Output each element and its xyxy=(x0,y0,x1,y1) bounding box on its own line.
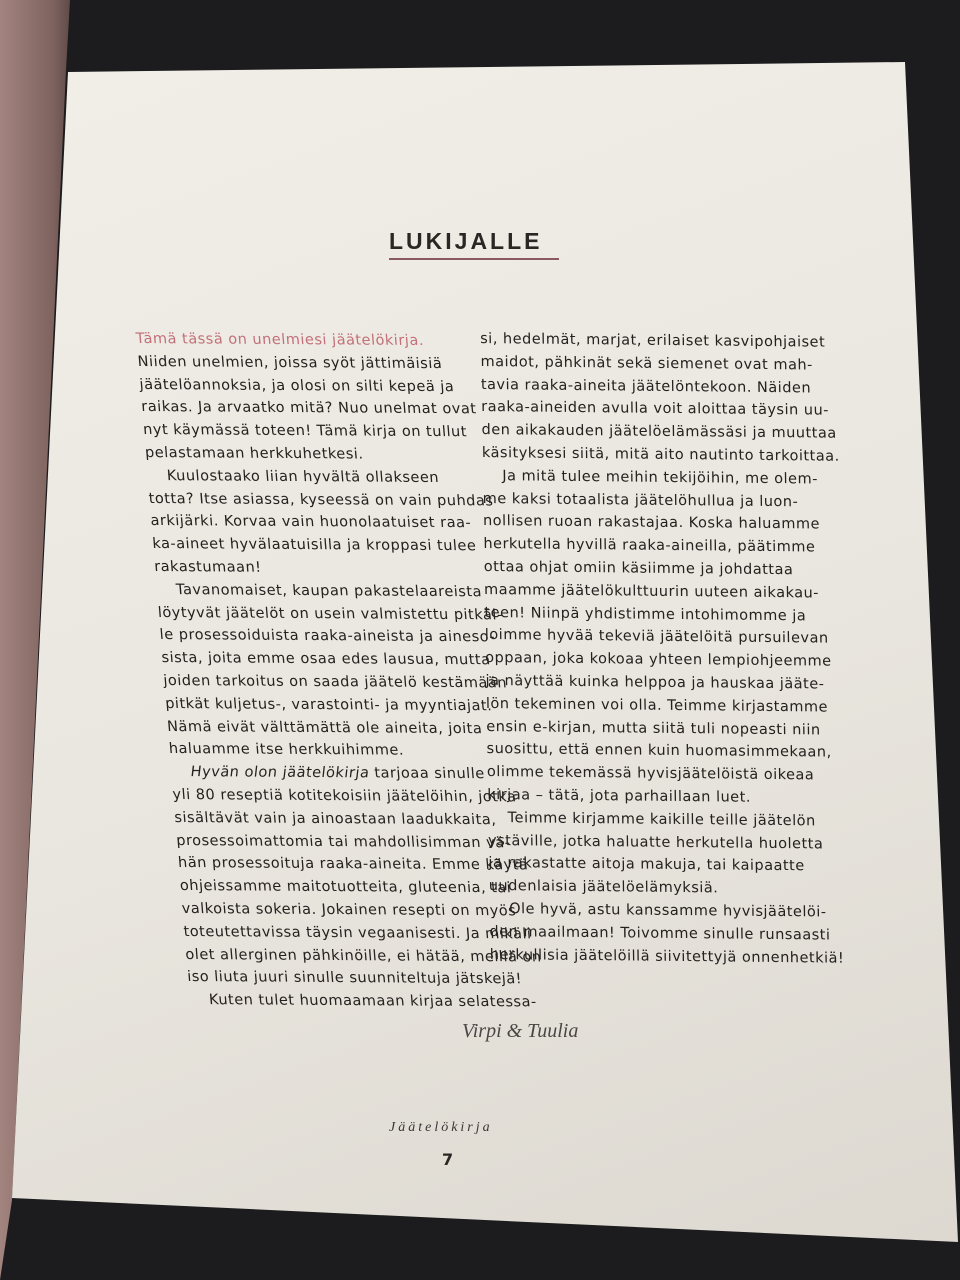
line-text: olimme tekemässä hyvisjäätelöistä oikeaa xyxy=(486,764,815,784)
line-text: Kuulostaako liian hyvältä ollakseen xyxy=(166,467,440,486)
text-line xyxy=(484,556,842,583)
line-text: valkoista sokeria. Jokainen resepti on myös xyxy=(181,900,517,920)
line-text: Kuten tulet huomaamaan kirjaa selatessa- xyxy=(208,992,538,1011)
text-line xyxy=(152,533,510,558)
line-text: herkutella hyvillä raaka-aineilla, päätimme xyxy=(483,536,816,556)
line-text: hän prosessoituja raaka-aineita. Emme käytä xyxy=(177,855,529,874)
line-text: iso liuta juuri sinulle suunniteltuja jätskejä! xyxy=(186,969,523,988)
line-text: ensin e-kirjan, mutta siitä tuli nopeasti niin xyxy=(486,718,821,739)
line-text: ja näyttää kuinka helppoa ja hauskaa jääte- xyxy=(485,672,825,693)
line-text: raaka-aineiden avulla voit aloittaa täysin uu- xyxy=(481,399,830,420)
text-line xyxy=(489,898,847,925)
line-text: si, hedelmät, marjat, erilaiset kasvipohjaiset xyxy=(480,330,826,351)
text-line xyxy=(177,852,535,877)
text-line xyxy=(490,943,848,970)
line-text: prosessoimattomia tai mahdollisimman vä- xyxy=(175,832,511,851)
right-text-column xyxy=(480,328,848,970)
line-text: arkijärki. Korvaa vain huonolaatuiset raa- xyxy=(149,513,472,532)
text-line xyxy=(153,556,511,581)
line-text: toteutettavissa täysin vegaanisesti. Ja mikäli xyxy=(182,923,533,943)
text-line xyxy=(482,442,840,469)
line-text: pelastamaan herkkuhetkesi. xyxy=(144,444,365,463)
text-line xyxy=(144,442,502,467)
line-text: tarjoaa sinulle xyxy=(368,765,486,783)
line-text: ja rakastatte aitoja makuja, tai kaipaatte xyxy=(488,855,805,875)
text-line xyxy=(480,351,838,378)
text-line xyxy=(168,738,526,763)
text-line xyxy=(170,761,528,786)
line-text: raikas. Ja arvaatko mitä? Nuo unelmat ovat xyxy=(140,399,478,418)
italic-book-title: Hyvän olon jäätelökirja xyxy=(190,764,370,782)
text-line xyxy=(181,898,539,923)
line-text: nyt käymässä toteen! Tämä kirja on tullut xyxy=(142,422,468,441)
text-line xyxy=(188,989,546,1014)
text-line xyxy=(179,875,537,900)
line-text: Ja mitä tulee meihin tekijöihin, me olem- xyxy=(502,467,819,488)
text-line xyxy=(172,784,530,809)
line-text: jäätelöannoksia, ja olosi on silti kepeä ja xyxy=(138,376,455,395)
line-text: Tämä tässä on unelmiesi jäätelökirja. xyxy=(135,330,425,350)
line-text: sista, joita emme osaa edes lausua, mutta xyxy=(160,650,492,669)
text-line xyxy=(163,670,521,695)
line-text: olet allerginen pähkinöille, ei hätää, meillä on xyxy=(184,946,543,965)
line-text: den aikakauden jäätelöelämässäsi ja muuttaa xyxy=(481,422,837,442)
text-line xyxy=(488,807,846,834)
text-line xyxy=(482,465,840,492)
footer-book-title: Jäätelökirja xyxy=(389,1120,493,1135)
text-line xyxy=(137,351,495,376)
line-text: teen! Niinpä yhdistimme intohimomme ja xyxy=(484,604,807,624)
line-text: rakastumaan! xyxy=(153,558,263,576)
line-text: käsityksesi siitä, mitä aito nautinto tarkoittaa. xyxy=(481,444,840,465)
text-line xyxy=(139,374,497,399)
line-text: me kaksi totaalista jäätelöhullua ja luon- xyxy=(482,490,799,510)
line-text: den maailmaan! Toivomme sinulle runsaasti xyxy=(489,923,831,944)
line-text: oppaan, joka kokoaa yhteen lempiohjeemme xyxy=(485,650,832,670)
line-text: Ole hyvä, astu kanssamme hyvisjäätelöi- xyxy=(509,901,827,921)
line-text: ohjeissamme maitotuotteita, gluteenia, tai xyxy=(179,878,512,897)
line-text: loimme hyvää tekeviä jäätelöitä pursuilevan xyxy=(484,627,829,647)
page-number: 7 xyxy=(442,1150,454,1169)
text-line xyxy=(164,693,522,718)
line-text: maidot, pähkinät sekä siemenet ovat mah- xyxy=(480,353,813,374)
text-line xyxy=(484,579,842,606)
line-text: lön tekeminen voi olla. Teimme kirjastamme xyxy=(485,695,829,716)
line-text: nollisen ruoan rakastajaa. Koska haluamme xyxy=(482,513,821,533)
text-line xyxy=(142,419,500,444)
line-text: le prosessoiduista raaka-aineista ja aineso- xyxy=(159,627,496,646)
text-line xyxy=(487,784,845,811)
text-line xyxy=(175,830,533,855)
title-underline xyxy=(389,258,559,260)
line-text: Tavanomaiset, kaupan pakastelaareista xyxy=(175,581,483,601)
line-text: tavia raaka-aineita jäätelöntekoon. Näiden xyxy=(480,376,812,397)
text-line xyxy=(150,510,508,535)
line-text: löytyvät jäätelöt on usein valmistettu pitkäl- xyxy=(157,604,504,623)
text-line xyxy=(186,966,544,991)
text-line xyxy=(183,921,541,946)
text-line xyxy=(166,716,524,741)
line-text: Teimme kirjamme kaikille teille jäätelön xyxy=(507,809,816,830)
line-text: pitkät kuljetus-, varastointi- ja myyntiajat. xyxy=(164,695,493,715)
text-line xyxy=(157,602,515,627)
line-text: maamme jäätelökulttuurin uuteen aikakau- xyxy=(483,581,820,602)
line-text: Nämä eivät välttämättä ole aineita, joita xyxy=(166,718,483,737)
line-text: joiden tarkoitus on saada jäätelö kestämään xyxy=(162,672,508,692)
signature: Virpi & Tuulia xyxy=(462,1020,579,1042)
text-line xyxy=(485,670,843,697)
text-line xyxy=(148,488,506,513)
text-line xyxy=(161,647,519,672)
text-line xyxy=(146,465,504,490)
line-text: yli 80 reseptiä kotitekoisiin jäätelöihin, jotka xyxy=(171,786,518,806)
line-text: ka-aineet hyvälaatuisilla ja kroppasi tulee xyxy=(151,536,477,555)
line-text: Niiden unelmien, joissa syöt jättimäisiä xyxy=(137,353,443,372)
line-text: suosittu, että ennen kuin huomasimmekaan, xyxy=(486,741,832,761)
text-line xyxy=(489,921,847,948)
text-line xyxy=(159,624,517,649)
text-line xyxy=(174,807,532,832)
line-text: totta? Itse asiassa, kyseessä on vain puhdas xyxy=(148,490,494,509)
text-line xyxy=(141,396,499,421)
text-line xyxy=(155,579,513,604)
line-text: herkullisia jäätelöillä siivitettyjä onnenhetkiä! xyxy=(489,946,845,967)
line-text: ystäville, jotka haluatte herkutella huoletta xyxy=(487,832,824,853)
text-line xyxy=(486,693,844,720)
page-title: LUKIJALLE xyxy=(389,228,543,254)
text-line xyxy=(135,328,493,353)
line-text: haluamme itse herkkuihimme. xyxy=(168,741,405,759)
line-text: uudenlaisia jäätelöelämyksiä. xyxy=(488,878,719,897)
line-text: sisältävät vain ja ainoastaan laadukkaita, xyxy=(173,809,497,828)
line-text: ottaa ohjat omiin käsiimme ja johdattaa xyxy=(483,558,794,579)
line-text: kirjaa – tätä, jota parhaillaan luet. xyxy=(487,786,752,806)
